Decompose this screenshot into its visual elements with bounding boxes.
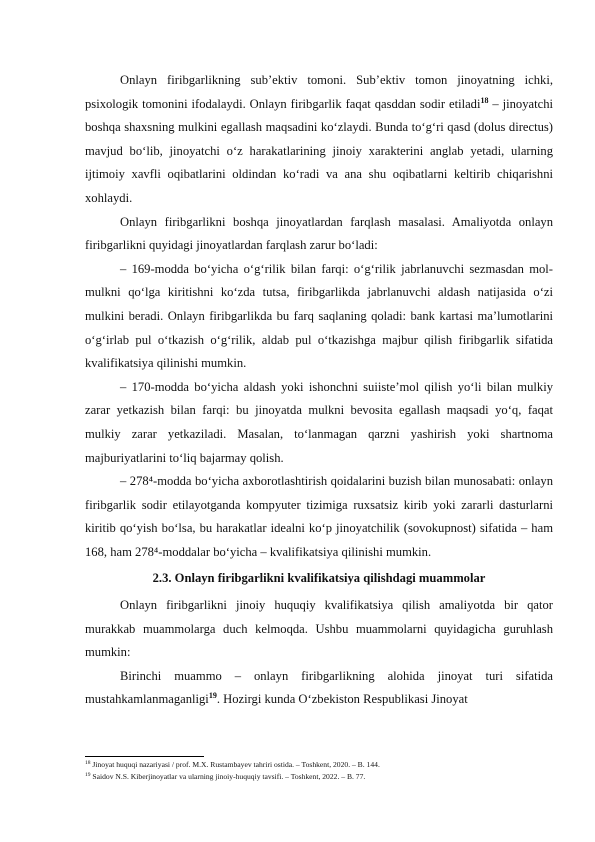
paragraph-text: Onlayn firibgarlikning sub’ektiv tomoni. Sub’ektiv tomon jinoyatning ichki, psixologik tomonini ifodalaydi. Onlayn firibgarlik faqat qasddan sodir etiladi bbox=[85, 73, 553, 111]
paragraph-article-170: – 170-modda bo‘yicha aldash yoki ishonchni suiiste’mol qilish yo‘li bilan mulkiy zarar yetkazish bilan farqi: bu jinoyatda mulkni bevosita egallash maqsadi yo‘q, faqat mulkiy zarar yetkaziladi. Masalan, to‘lanmagan qarzni yashirish yoki shartnoma majburiyatlarini to‘liq bajarmay qolish. bbox=[85, 379, 553, 465]
footnote-text: Jinoyat huquqi nazariyasi / prof. M.X. Rustambayev tahriri ostida. – Toshkent, 2020. – B. 144. bbox=[92, 760, 380, 769]
paragraph-text-continued: – jinoyatchi boshqa shaxsning mulkini egallash maqsadini ko‘zlaydi. Bunda to‘g‘ri qasd (dolus directus) mavjud bo‘lib, jinoyatchi o‘z harakatlarining jinoiy xarakterini anglab yetadi, ularning ijtimoiy xavfli oqibatlarini oldindan ko‘radi va ana shu oqibatlarni keltirib chiqarishni xohlaydi. bbox=[85, 96, 553, 205]
footnote-ref-18[interactable]: 18 bbox=[480, 95, 489, 105]
paragraph-subjective-side bbox=[85, 69, 553, 211]
paragraph-qualification-problems: Onlayn firibgarlikni jinoiy huquqiy kvalifikatsiya qilish amaliyotda bir qator murakkab muammolarga duch kelmoqda. Ushbu muammolarni quyidagicha guruhlash mumkin: bbox=[85, 598, 553, 660]
footnote-text: Saidov N.S. Kiberjinoyatlar va ularning jinoiy-huquqiy tavsifi. – Toshkent, 2022. – B. 77. bbox=[92, 771, 366, 781]
paragraph-article-169: – 169-modda bo‘yicha o‘g‘rilik bilan farqi: o‘g‘rilik jabrlanuvchi sezmasdan mol-mulkni qo‘lga kiritishni ko‘zda tutsa, firibgarlikda jabrlanuvchi aldash natijasida o‘zi mulkini beradi. Onlayn firibgarlikda bu farq saqlaning qoladi: bank kartasi ma’lumotlarini o‘g‘irlab pul o‘tkazish o‘g‘rilik, aldab pul o‘tkazishga majbur qilish firibgarlik sifatida kvalifikatsiya qilinishi mumkin. bbox=[85, 261, 553, 371]
paragraph-first-problem bbox=[85, 665, 553, 712]
footnote-19 bbox=[85, 771, 553, 783]
footnote-number: 18 bbox=[85, 760, 91, 766]
footnote-divider bbox=[85, 756, 204, 757]
paragraph-text-continued: . Hozirgi kunda O‘zbekiston Respublikasi Jinoyat bbox=[216, 692, 468, 707]
footnote-ref-19[interactable]: 19 bbox=[208, 691, 217, 701]
paragraph-article-278-4: – 278⁴-modda bo‘yicha axborotlashtirish qoidalarini buzish bilan munosabati: onlayn firibgarlik sodir etilayotganda kompyuter tizimiga ruxsatsiz kirib yoki zararli dasturlarni kiritib qo‘yish bo‘lsa, bu harakatlar idealni ko‘p jinoyatchilik (sovokupnost) sifatida – ham 168, ham 278⁴-moddalar bo‘yicha – kvalifikatsiya qilinishi mumkin. bbox=[85, 474, 553, 559]
section-heading: 2.3. Onlayn firibgarlikni kvalifikatsiya qilishdagi muammolar bbox=[152, 571, 486, 586]
body-text bbox=[85, 69, 553, 712]
paragraph-distinction-intro: Onlayn firibgarlikni boshqa jinoyatlardan farqlash masalasi. Amaliyotda onlayn firibgarlikni quyidagi jinoyatlardan farqlash zarur bo‘ladi: bbox=[85, 214, 553, 253]
footnote-18 bbox=[85, 759, 553, 771]
paragraph-text: Birinchi muammo – onlayn firibgarlikning alohida jinoyat turi sifatida mustahkamlanmaganligi bbox=[85, 668, 553, 707]
footnote-number: 19 bbox=[85, 771, 91, 778]
footnotes bbox=[85, 756, 553, 782]
